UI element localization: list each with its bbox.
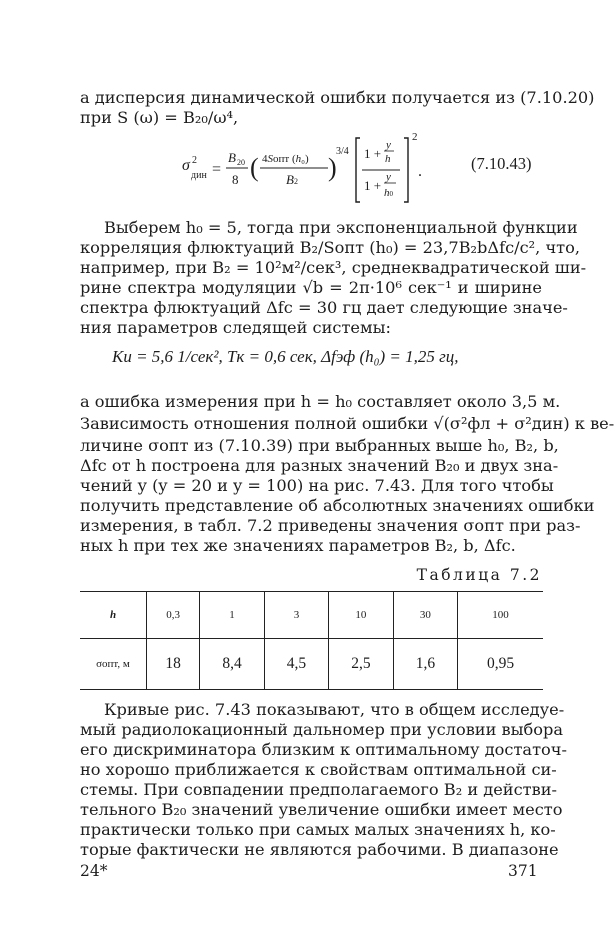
svg-text:1 +: 1 + xyxy=(364,178,382,193)
svg-text:y: y xyxy=(386,171,391,183)
text-line: а ошибка измерения при h = h₀ составляет около 3,5 м. xyxy=(80,392,561,411)
table-header-cell: 10 xyxy=(329,592,393,639)
svg-text:8: 8 xyxy=(232,172,239,187)
svg-text:B2: B2 xyxy=(286,172,298,187)
table-row-label: σопт, м xyxy=(96,658,130,670)
svg-text:y: y xyxy=(386,139,391,151)
table-header-cell: 0,3 xyxy=(147,592,200,639)
text-line: например, при B₂ = 10²м²/сек³, среднеквадратической ши- xyxy=(80,258,587,277)
table-header-cell: 3 xyxy=(264,592,328,639)
text-line: но хорошо приближается к свойствам оптимальной си- xyxy=(80,760,557,779)
text-line: Кривые рис. 7.43 показывают, что в общем исследуе- xyxy=(104,700,565,719)
text-line: торые фактически не являются рабочими. В диапазоне xyxy=(80,840,559,859)
table-header-cell: 100 xyxy=(458,592,543,639)
equation-number: (7.10.43) xyxy=(471,154,532,173)
text-line: его дискриминатора близким к оптимальному достаточ- xyxy=(80,740,567,759)
table-cell: 0,95 xyxy=(458,639,543,690)
svg-text:=: = xyxy=(212,161,222,178)
svg-text:h: h xyxy=(385,153,391,165)
svg-text:дин: дин xyxy=(191,170,207,181)
svg-text:h0: h0 xyxy=(384,187,393,199)
table-cell: 8,4 xyxy=(200,639,264,690)
text-line: получить представление об абсолютных значениях ошибки xyxy=(80,496,595,515)
svg-text:4Sопт (h₀): 4Sопт (h₀) xyxy=(262,153,309,165)
text-line: ния параметров следящей системы: xyxy=(80,318,391,337)
svg-text:(: ( xyxy=(250,153,259,182)
svg-text:.: . xyxy=(418,163,422,180)
table-row xyxy=(80,639,543,690)
table-header-cell: h xyxy=(109,609,117,621)
svg-text:B: B xyxy=(228,150,236,165)
text-line: спектра флюктуаций Δfс = 30 гц дает следующие значе- xyxy=(80,298,568,317)
table-header-cell: 1 xyxy=(200,592,264,639)
table-7-2 xyxy=(80,591,543,690)
text-line: мый радиолокационный дальномер при условии выбора xyxy=(80,720,564,739)
formula-parameters: Kи = 5,6 1/сек², Tк = 0,6 сек, Δfэф (h₀) = 1,25 гц, xyxy=(112,347,459,366)
page-number: 371 xyxy=(508,862,538,880)
text-line: при S (ω) = B₂₀/ω⁴, xyxy=(80,108,239,127)
text-line: Δfс от h построена для разных значений B₂₀ и двух зна- xyxy=(80,456,559,475)
table-header-row xyxy=(80,592,543,639)
table-cell: 2,5 xyxy=(329,639,393,690)
text-line: рине спектра модуляции √b = 2π·10⁶ сек⁻¹ и ширине xyxy=(80,278,542,297)
text-line: корреляция флюктуаций B₂/Sопт (h₀) = 23,7B₂bΔfс/c², что, xyxy=(80,238,580,257)
text-line: стемы. При совпадении предполагаемого B₂ и действи- xyxy=(80,780,557,799)
table-caption: Таблица 7.2 xyxy=(416,566,542,584)
sigma-symbol: σ xyxy=(182,157,190,174)
formula-graphic xyxy=(180,130,460,208)
table-cell: 18 xyxy=(147,639,200,690)
text-line: а дисперсия динамической ошибки получается из (7.10.20) xyxy=(80,88,595,107)
table-cell: 1,6 xyxy=(393,639,457,690)
text-line: измерения, в табл. 7.2 приведены значения σопт при раз- xyxy=(80,516,581,535)
svg-text:20: 20 xyxy=(237,158,245,167)
table-cell: 4,5 xyxy=(264,639,328,690)
text-line: ных h при тех же значениях параметров B₂, b, Δfс. xyxy=(80,536,516,555)
text-line: чений y (y = 20 и y = 100) на рис. 7.43. Для того чтобы xyxy=(80,476,554,495)
svg-text:2: 2 xyxy=(192,155,197,166)
text-line: Выберем h₀ = 5, тогда при экспоненциальной функции xyxy=(104,218,578,237)
svg-text:): ) xyxy=(328,153,337,182)
svg-text:3/4: 3/4 xyxy=(336,146,349,157)
text-line: практически только при самых малых значениях h, ко- xyxy=(80,820,556,839)
table-header-cell: 30 xyxy=(393,592,457,639)
text-line: личине σопт из (7.10.39) при выбранных выше h₀, B₂, b, xyxy=(80,436,559,455)
svg-text:1 +: 1 + xyxy=(364,146,382,161)
text-line: тельного B₂₀ значений увеличение ошибки имеет место xyxy=(80,800,563,819)
text-line: Зависимость отношения полной ошибки √(σ²фл + σ²дин) к ве- xyxy=(80,414,615,433)
svg-text:2: 2 xyxy=(412,131,418,143)
signature-mark: 24* xyxy=(80,862,108,880)
